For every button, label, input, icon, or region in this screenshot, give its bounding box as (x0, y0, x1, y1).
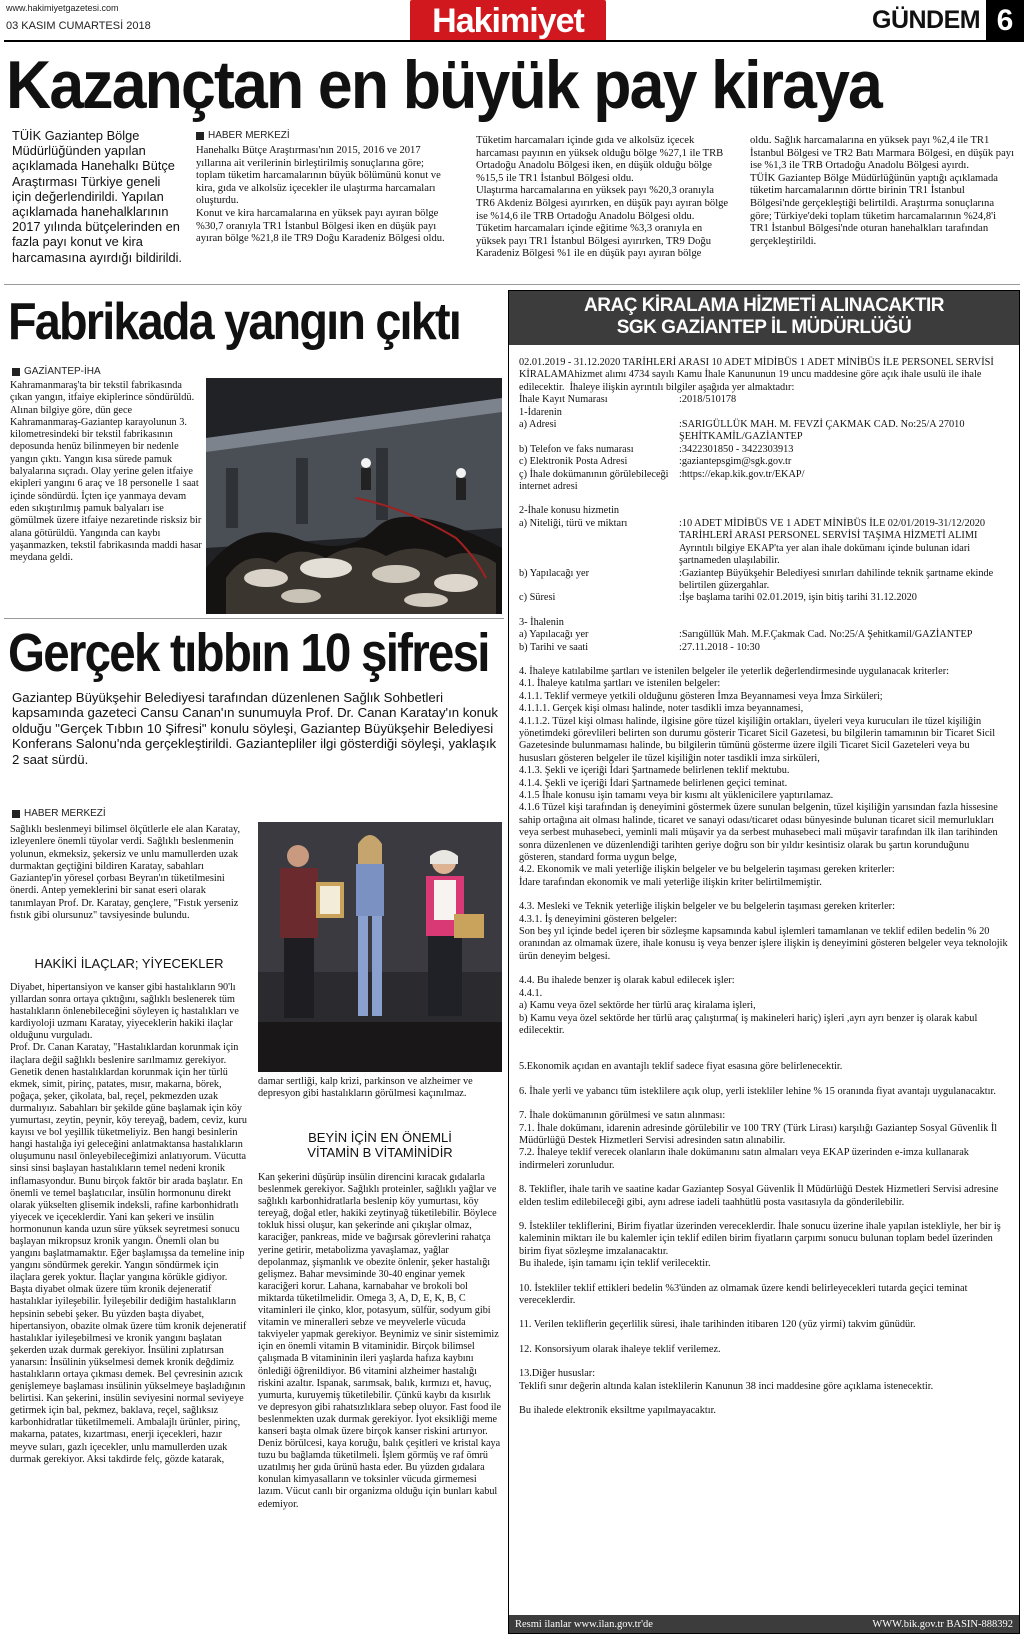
fire-photo (206, 378, 502, 614)
headline-kazanc: Kazançtan en büyük pay kiraya (6, 47, 881, 123)
row-key: c) Elektronik Posta Adresi (519, 456, 628, 468)
byline-text: HABER MERKEZİ (24, 808, 106, 819)
byline-square-icon (12, 368, 20, 376)
article3-lead: Gaziantep Büyükşehir Belediyesi tarafından düzenlenen Sağlık Sohbetleri kapsamında gazeteci Cansu Canan'ın sunumuyla Prof. Dr. Canan Karatay'ın konuk olduğu "Gerçek Tıbbın 10 Şifresi" konulu söyleşi, Gaziantep Büyükşehir Belediyesi Konferans Salonu'nda gerçekleştirildi. Gaziantepliler ilgi gösterdiği söyleşi, yaklaşık 2 saat sürdü. (12, 690, 498, 767)
ad-row (519, 469, 1009, 494)
tender-ad (508, 290, 1020, 1634)
article2-body: Kahramanmaraş'ta bir tekstil fabrikasında çıkan yangın, itfaiye ekiplerince söndürüldü. Alınan bilgiye göre, dün gece Kahramanmaraş-Gaziantep karayolunun 3. kilometresindeki bir tekstil fabrikasının deposunda henüz bilinmeyen bir nedenle yangın çıktı. Yangın kısa sürede pamuk balyalarına sıçradı. Olay yerine gelen itfaiye ekipleri yangını 6 araç ve 18 personelle 1 saat içinde söndürdü. İçten içe yanmaya devam eden sıkıştırılmış pamuk balyaları ise gömülmek üzere itfaiye nezaretinde risksiz bir alana götürüldü. Yangında can kaybı yaşanmazken, tekstil fabrikasında maddi hasar meydana geldi. (10, 380, 202, 564)
article3-col2b: Kan şekerini düşürüp insülin direncini kıracak gıdalarla beslenmek gerekiyor. Sağlıklı proteinler, sağlıklı yağlar ve sağlıklı karbonhidratlarla beslenip köy yumurtası, köy tereyağ, doğal etler, hakiki zeytinyağ tüketilebilir. Böylece tokluk hissi oluşur, kan şekerinde ani çıkışlar olmaz, karaciğer, pankreas, mide ve bağırsak görevlerini rahatça yerine getirir, metabolizma yavaşlamaz, yağlar depolanmaz, şişmanlık ve obezite önlenir, şeker hastalığı gelişmez. Bahar mevsiminde 30-40 enginar yemek karaciğeri korur. Lahana, karnabahar ve brokoli bol miktarda tüketilmelidir. Omega 3, A, D, E, K, B, C vitaminleri ile çinko, klor, potasyum, sülfür, sodyum gibi vitamin ve mineralleri sebze ve meyvelerle vücuda takviyeler yapmak gerekiyor. Beynimiz ve sinir sistemimiz için en önemli vitamin B vitaminidir. Birçok bilimsel çalışmada B vitamininin ileri yaşlarda hafıza kaybını önlediği öğrenildiyor. B6 vitamini alzheimer hastalığı riskini azaltır. Ispanak, sarımsak, balık, kırmızı et, havuç, yumurta, kuruyemiş tüketilebilir. Çünkü kaybı da kısırlık ve depresyon gibi rahatsızlıklara sebep oluyor. Fast food ile beslenmekten uzak durmak gerekiyor. İyot eksikliği meme kanseri başta olmak üzere birçok kanser riskini artırıyor. Deniz börülcesi, kaya koruğu, balık çeşitleri ve kristal kaya tuzu bu bağlamda tüketilmeli. İşlem görmüş ve raf ömrü uzatılmış her gıda ürünü hasta eder. Bu yüzden gıdalara konulan kimyasalların ve toksinler vücuda girmemesi lazım. Vücut canlı bir organizma olduğu için bunları kabul edemiyor. (258, 1172, 502, 1510)
ad-s10: 10. İstekliler teklif ettikleri bedelin %3'ünden az olmamak üzere kendi belirleyecekleri tutarda geçici teminat vereceklerdir. (519, 1282, 971, 1306)
ad-section4: 4. İhaleye katılabilme şartları ve istenilen belgeler ile yeterlik değerlendirmesinde uygulanacak kriterler: 4.1. İhaleye katılma şartları ve istenilen belgeler: 4.1.1. Teklif vermeye yetkili olduğunu gösteren İmza Beyannamesi veya İmza Sirküleri; 4.1.1.1. Gerçek kişi olması halinde, noter tasdikli imza beyannamesi, 4.1.1.2. Tüzel kişi olması halinde, ilgisine göre tüzel kişiliğin ortakları, üyeleri veya kurucuları ile tüzel kişiliğin yönetimdeki görevlileri belirten son durumu gösterir Ticaret Sicil Gazetesi, bu bilgilerin tamamının bir Ticaret Sicil Gazetesinde bulunmaması halinde, bu bilgilerin tümünü gösterme üzere ilgili Ticaret Sicil Gazeteleri veya bu hususları gösteren belgeler ile tüzel kişiliğin noter tasdikli imza sirküleri, 4.1.3. Şekli ve içeriği İdari Şartnamede belirlenen teklif mektubu. 4.1.4. Şekli ve içeriği İdari Şartnamede belirlenen geçici teminat. 4.1.5 İhale konusu işin tamamı veya bir kısmı alt yüklenicilere yaptırılamaz. 4.1.6 Tüzel kişi tarafından iş deneyimini göstermek üzere sunulan belgenin, tüzel kişiliğin yarısından fazla hissesine sahip ortağına ait olması halinde, ticaret ve sanayi odası/ticaret odası bünyesinde bulunan ticaret sicil memurlukları veya serbest muhasebeci, yeminli mali müşavir ya da serbest muhasebeci mali müşavir tarafından ilk ilan tarihinden sonra düzenlenen ve düzenlendiği tarihten geriye doğru son bir yıldır kesintisiz olarak bu şartın korunduğunu gösteren, standard forma uygun belge, 4.2. Ekonomik ve mali yeterliğe ilişkin belgeler ve bu belgelerin taşıması gereken kriterler: İdare tarafından ekonomik ve mali yeterliğe ilişkin kriter belirtilmemiştir. (519, 665, 998, 888)
ad-s14: Bu ihalede elektronik eksiltme yapılmayacaktır. (519, 1405, 717, 1417)
website-url[interactable]: www.hakimiyetgazetesi.com (6, 3, 119, 13)
ad-title (509, 291, 1019, 345)
row-key: ç) İhale dokümanının görülebileceği internet adresi (519, 468, 669, 493)
talk-event-image (258, 822, 502, 1072)
ad-s7: 7. İhale dokümanının görülmesi ve satın alınması: 7.1. İhale dokümanı, idarenin adresinde görülebilir ve 100 TRY (Türk Lirası) karşılığı Gaziantep Sosyal Güvenlik İl Müdürlüğü Destek Hizmetleri Servisi adresinden satın alınabilir. 7.2. İhaleye teklif verecek olanların ihale dokümanını satın almaları veya EKAP üzerinden e-imza kullanarak indirmeleri zorunludur. (519, 1110, 998, 1171)
kayit-label: İhale Kayıt Numarası (519, 394, 608, 406)
ad-footer-left[interactable]: Resmi ilanlar www.ilan.gov.tr'de (515, 1618, 653, 1630)
ad-row (519, 568, 1009, 593)
row-value: :3422301850 - 3422303913 (679, 443, 794, 455)
article3-byline (12, 808, 106, 819)
page-number: 6 (986, 0, 1024, 42)
headline-tip: Gerçek tıbbın 10 şifresi (8, 623, 489, 683)
ad-hizmet-head: 2-İhale konusu hizmetin (519, 505, 620, 517)
ad-row (519, 518, 1009, 568)
ad-s11: 11. Verilen tekliflerin geçerlilik süresi, ihale tarihinden itibaren 120 (yüz yirmi) takvim günüdür. (519, 1319, 916, 1331)
article3-col1: Diyabet, hipertansiyon ve kanser gibi hastalıkların 90'lı yıllardan sonra ortaya çıktığını, sağlıklı beslenerek tüm hastalıkların önlenebileceğini söyleyen iç hastalıkları ve kardiyoloji uzmanı Karatay, yiyeceklerin hakiki ilaçlar olduğunu vurguladı. Prof. Dr. Canan Karatay, "Hastalıklardan korunmak için ilaçlara değil sağlıklı beslenire sarılmamız gerekiyor. Genetik denen hastalıklardan korunmak için her türlü ekmek, simit, pirinç, patates, mısır, makarna, börek, poğaça, şeker, çikolata, bal, reçel, pekmezden uzak durmalıyız. Sabahları bir şekilde güne başlamak için köy yumurtası, zeytin, peynir, köy tereyağ, badem, ceviz, kuru kayısı ve bol yeşillik tüketmeliyiz. Ben hangi besinlerin hangi hastalığa iyi geleceğini anlatmaktansa hastalıkların oluşumunu nasıl önleyebileceğimizi anlatıyorum. Vücutta sinsi sinsi başlayan hastalıkların temel nedeni kronik inflamasyondur. Bunu birçok faktör bir arada başlatır. En önemli ve temel başlatıcılar, insülin hormonunu direkt olarak yükselten glisemik indeksli, rafine karbonhidratlı yiyecek ve içeceklerdir. Yani kan şekeri ve insülin hormonunun kanda uzun süre yüksek seyretmesi sonucu başlayan mikropsuz kronik yangın. Önemli olan bu yangını başlatmamaktır. Eğer başlamışsa da temeline inip yangını söndürmek gerekir. Yangın söndürmek için ilaçlara gerek yoktur. İlaçlar yangına körükle gidiyor. Başta diyabet olmak üzere tüm kronik dejeneratif hastalıklar iyileşebilir. İyileşebilir dediğim hastalıkların hepsinin sebebi şeker. Bu yüzden başta diyabet, hipertansiyon, obazite olmak üzere tüm kronik dejeneratif hastalıklar iyileşebilmesi ve kronik yangını başlatan şekerden uzak durmak gerekiyor. İnsülini zıplatırsan yanarsın: İnsülinin yükselmesi demek kronik değdimiz hastalıkların ortaya çıkması demek. Bel çevresinin azıcık genişlemeye başlaması insülinin yükselmeye başladığının belirtisi. Kan şekerini, insülin seviyesini normal seviyeye getirmek için bal, pekmez, baklava, reçel, sağlıksız karbonhidratlar tüketilmemeli. Ambalajlı ürünler, pirinç, makarna, patates, kızartması, enerji içecekleri, hazır meyve suları, gazlı içecekler, unlu mamullerden uzak durmak gerekiyor. Aksi takdirde felç, gözde katarak, (10, 982, 247, 1465)
ad-s12: 12. Konsorsiyum olarak ihaleye teklif verilemez. (519, 1343, 721, 1355)
article1-lead: TÜİK Gaziantep Bölge Müdürlüğünden yapılan açıklamada Hanehalkı Bütçe Araştırması Türkiye geneli için değerlendirildi. Yapılan açıklamada hanehalklarının 2017 yılında bütçelerinden en fazla payı konut ve kira harcamasına ayırdığı bildirildi. (12, 128, 182, 265)
byline-text: HABER MERKEZİ (208, 130, 290, 141)
subhead-hakiki: HAKİKİ İLAÇLAR; YİYECEKLER (34, 956, 224, 971)
row-key: b) Telefon ve faks numarası (519, 443, 634, 455)
row-value: :Sarıgüllük Mah. M.F.Çakmak Cad. No:25/A Şehitkamil/GAZİANTEP (679, 629, 973, 641)
ad-row (519, 444, 1009, 456)
ad-row (519, 456, 1009, 468)
byline-square-icon (196, 132, 204, 140)
ad-footer-right[interactable]: WWW.bik.gov.tr BASIN-888392 (872, 1618, 1013, 1630)
ad-s8: 8. Teklifler, ihale tarih ve saatine kadar Gaziantep Sosyal Güvenlik İl Müdürlüğü Destek Hizmetleri Servisi adresine elden teslim edilebileceği gibi, aynı adrese iadeli taahhütlü posta vasıtasıyla da gönderilebilir. (519, 1184, 1001, 1208)
subhead-beyin-line2: VİTAMİN B VİTAMİNİDİR (307, 1145, 453, 1160)
divider-mid (4, 618, 504, 619)
article1-byline (196, 130, 290, 141)
byline-square-icon (12, 810, 20, 818)
byline-text: GAZİANTEP-İHA (24, 366, 101, 377)
row-value: :Gaziantep Büyükşehir Belediyesi sınırları dahilinde teknik şartname ekinde belirtilen güzergahlar. (679, 567, 994, 591)
ad-s13: 13.Diğer hususlar: Teklifi sınır değerin altında kalan isteklilerin Kanunun 38 inci maddesine göre açıklama istenecektir. (519, 1368, 934, 1392)
talk-photo (258, 822, 502, 1072)
section-label: GÜNDEM (872, 6, 981, 34)
logo-text: Hakimiyet (432, 2, 584, 40)
subhead-beyin (258, 1130, 502, 1160)
row-key: a) Adresi (519, 419, 557, 431)
row-key: a) Yapılacağı yer (519, 629, 589, 641)
fire-scene-image (206, 378, 502, 614)
header-rule (4, 40, 1020, 42)
ad-row (519, 642, 1009, 654)
ad-s5: 5.Ekonomik açıdan en avantajlı teklif sadece fiyat esasına göre belirlenecektir. (519, 1061, 843, 1073)
kayit-value: :2018/510178 (679, 394, 737, 406)
ad-title-line2: SGK GAZİANTEP İL MÜDÜRLÜĞÜ (616, 317, 912, 338)
row-value: :SARIGÜLLÜK MAH. M. FEVZİ ÇAKMAK CAD. No:25/A 27010 ŞEHİTKAMİL/GAZİANTEP (679, 419, 965, 443)
row-value: :27.11.2018 - 10:30 (679, 641, 760, 653)
article3-intro: Sağlıklı beslenmeyi bilimsel ölçütlerle ele alan Karatay, izleyenlere önemli tüyolar verdi. Sağlıklı beslenmenin yolunun, ekmeksiz, şekersiz ve unlu mamullerden uzak durmaktan geçtiğini bildiren Karatay, sabahları Gaziantep'in yöresel çorbası Beyran'ın tüketilmesini önerdi. Antep yemeklerini bir sanat eseri olarak tanımlayan Prof. Dr. Karatay, gençlere, "Fıstık yerseniz fıstık gibi olursunuz" tavsiyesinde bulundu. (10, 824, 241, 922)
row-key: a) Niteliği, türü ve miktarı (519, 517, 628, 529)
issue-date: 03 KASIM CUMARTESİ 2018 (6, 20, 151, 32)
row-key: c) Süresi (519, 592, 556, 604)
ad-s9: 9. İstekliler tekliflerini, Birim fiyatlar üzerinden vereceklerdir. İhale sonucu üzerine ihale yapılan istekliyle, her bir iş kaleminin miktarı ile bu kalemler için teklif edilen birim fiyatların çarpımı sonucu bulunan toplam bedel üzerinden birim fiyat sözleşme imzalanacaktır. Bu ihalede, işin tamamı için teklif verilecektir. (519, 1220, 1001, 1270)
article2-byline (12, 366, 101, 377)
row-value: :İşe başlama tarihi 02.01.2019, işin bitiş tarihi 31.12.2020 (679, 592, 917, 604)
article1-col2: Tüketim harcamaları içinde gıda ve alkolsüz içecek harcaması payının en yüksek olduğu bölge %27,1 ile TRB Ortadoğu Anadolu Bölgesi iken, en düşük olduğu bölge %15,5 ile TR1 İstanbul Bölgesi oldu. Ulaştırma harcamalarına en yüksek payı %20,3 oranıyla TR6 Akdeniz Bölgesi ayırırken, en düşük payı ayıran bölge ise %14,6 ile TRB Ortadoğu Anadolu Bölgesi oldu. Tüketim harcamaları içinde eğitime %3,3 oranıyla en yüksek payı TR1 İstanbul Bölgesi ayırırken, TR9 Doğu Karadeniz Bölgesi %1 ile en düşük payı ayıran bölge (476, 135, 729, 260)
ad-idare-head: 1-İdarenin (519, 406, 562, 418)
ad-kayit (519, 394, 1009, 406)
ad-row (519, 629, 1009, 641)
ad-section43: 4.3. Mesleki ve Teknik yeterliğe ilişkin belgeler ve bu belgelerin taşıması gereken kriterler: 4.3.1. İş deneyimini gösteren belgeler: Son beş yıl içinde bedel içeren bir sözleşme kapsamında kabul işlemleri tamamlanan ve teklif edilen bedelin % 20 oranından az olmamak üzere, ihale konusu iş veya benzer işlere ilişkin iş deneyimini gösteren belgeler veya teknolojik ürün deneyim belgesi. (519, 901, 1008, 962)
ad-s6: 6. İhale yerli ve yabancı tüm isteklilere açık olup, yerli istekliler lehine % 15 oranında fiyat avantajı uygulanacaktır. (519, 1085, 996, 1097)
article1-col1: Hanehalkı Bütçe Araştırması'nın 2015, 2016 ve 2017 yıllarına ait verilerinin birleştirilmiş sonuçlarına göre; toplam tüketim harcamalarının büyük bölümünü konut ve kira, gıda ve alkolsüz içecekler ile ulaştırma harcamaları oluşturdu. Konut ve kira harcamalarına en yüksek payı ayıran bölge %30,7 oranıyla TR1 İstanbul Bölgesi iken en düşük payı ayıran bölge %21,8 ile TR9 Doğu Karadeniz Bölgesi oldu. (196, 145, 445, 245)
divider-top (4, 284, 1020, 285)
row-key: b) Yapılacağı yer (519, 567, 590, 579)
ad-intro: 02.01.2019 - 31.12.2020 TARİHLERİ ARASI 10 ADET MİDİBÜS 1 ADET MİNİBÜS İLE PERSONEL SERVİSİ KİRALAMAhizmet alımı 4734 sayılı Kamu İhale Kanununun 19 uncu maddesine göre açık ihale usulü ile ihale edilecektir. İhaleye ilişkin ayrıntılı bilgiler aşağıda yer almaktadır: (519, 357, 997, 393)
subhead-beyin-line1: BEYİN İÇİN EN ÖNEMLİ (308, 1130, 452, 1145)
headline-fabrika: Fabrikada yangın çıktı (8, 293, 460, 351)
row-value: :gaziantepsgim@sgk.gov.tr (679, 456, 792, 468)
ad-body (509, 345, 1019, 1417)
article1-col3: oldu. Sağlık harcamalarına en yüksek payı %2,4 ile TR1 İstanbul Bölgesi ve TR2 Batı Marmara Bölgesi, en düşük payı ise %1,3 ile TRB Ortadoğu Anadolu Bölgesi ayırdı. TÜİK Gaziantep Bölge Müdürlüğünün yaptığı açıklamada tüketim harcamalarının dörtte birinin TR1 İstanbul Bölgesi'nde gerçekleştiği belirtildi. Araştırma sonuçlarına göre; Türkiye'deki toplam tüketim harcamalarının %24,8'i TR1 İstanbul Bölgesi'nde oturan hanehalkları tarafından gerçekleştirildi. (750, 135, 1015, 247)
ad-section44: 4.4. Bu ihalede benzer iş olarak kabul edilecek işler: 4.4.1. a) Kamu veya özel sektörde her türlü araç kiralama işleri, b) Kamu veya özel sektörde her türlü araç çalıştırma( iş makineleri hariç) işleri ,ayrı ayrı benzer iş olarak kabul edilecektir. (519, 975, 978, 1036)
ad-footer (509, 1615, 1019, 1633)
row-key: b) Tarihi ve saati (519, 641, 589, 653)
row-value[interactable]: :https://ekap.kik.gov.tr/EKAP/ (679, 468, 805, 480)
masthead-logo (410, 0, 606, 42)
ad-row (519, 419, 1009, 444)
ad-row (519, 592, 1009, 604)
row-value: :10 ADET MİDİBÜS VE 1 ADET MİNİBÜS İLE 02/01/2019-31/12/2020 TARİHLERİ ARASI PERSONEL SERVİSİ TAŞIMA HİZMETİ ALIMI Ayrıntılı bilgiye EKAP'ta yer alan ihale dokümanı içinde bulunan idari şartnameden ulaşılabilir. (679, 517, 986, 567)
article3-col2a: damar sertliği, kalp krizi, parkinson ve alzheimer ve depresyon gibi hastalıkların görülmesi kaçınılmaz. (258, 1076, 473, 1100)
ad-title-line1: ARAÇ KİRALAMA HİZMETİ ALINACAKTIR (584, 295, 944, 316)
ad-ihale-head: 3- İhalenin (519, 616, 564, 628)
